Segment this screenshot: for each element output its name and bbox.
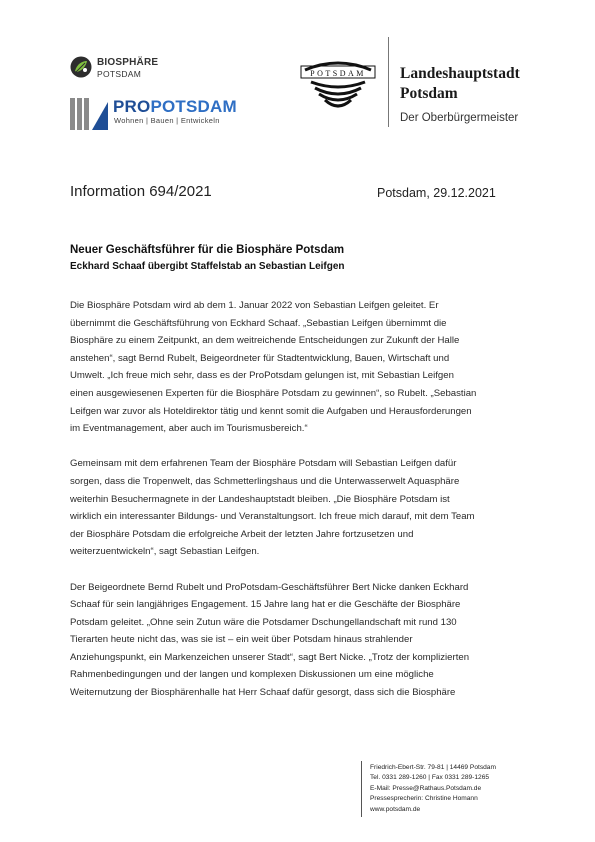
paragraph-line: sorgen, dass die Tropenwelt, das Schmetterlingshaus und die Unterwasserwelt Aquasphäre [70, 475, 460, 487]
paragraph-line: Schaaf für sein langjähriges Engagement. 15 Jahre lang hat er die Geschäfte der Biosphäre [70, 599, 461, 611]
biosphaere-logo-subtitle: POTSDAM [97, 69, 142, 79]
propotsdam-logo-rest: POTSDAM [150, 97, 237, 116]
footer-contact [370, 763, 496, 815]
paragraph-line: Tierarten heute nicht das, was sie ist – ein weit über Potsdam hinaus strahlender [70, 634, 413, 646]
footer-website: www.potsdam.de [370, 805, 421, 813]
city-seal-icon [297, 58, 379, 114]
paragraph-line: weiterhin Besuchermagnete in der Landeshauptstadt bleiben. „Die Biosphäre Potsdam ist [70, 493, 450, 505]
city-name-line1: Landeshauptstadt [400, 65, 520, 82]
city-name-line2: Potsdam [400, 85, 458, 102]
lizard-leaf-icon [70, 56, 92, 78]
paragraph-2 [70, 455, 530, 561]
paragraph-line: im Eventmanagement, aber auch im Tourismusbereich.“ [70, 423, 308, 435]
paragraph-line: Gemeinsam mit dem erfahrenen Team der Biosphäre Potsdam will Sebastian Leifgen dafür [70, 458, 457, 470]
footer-address: Friedrich-Ebert-Str. 79-81 | 14469 Potsdam [370, 764, 496, 771]
body-text [70, 297, 530, 719]
propotsdam-logo-tagline: Wohnen | Bauen | Entwickeln [114, 116, 220, 125]
propotsdam-logo-pro: PRO [113, 97, 151, 116]
footer-phone: Tel. 0331 289-1260 | Fax 0331 289-1265 [370, 774, 490, 782]
city-office: Der Oberbürgermeister [400, 112, 519, 124]
header-divider [388, 37, 389, 127]
paragraph-1 [70, 297, 530, 438]
headline: Neuer Geschäftsführer für die Biosphäre Potsdam [70, 244, 345, 256]
paragraph-line: Anziehungspunkt, ein Markenzeichen unserer Stadt“, sagt Bert Nicke. „Trotz der komplizierten [70, 651, 470, 663]
paragraph-line: anstehen“, sagt Bernd Rubelt, Beigeordneter für Stadtentwicklung, Bauen, Wirtschaft und [70, 352, 450, 364]
biosphaere-logo-name: BIOSPHÄRE [97, 57, 159, 68]
footer-email: E-Mail: Presse@Rathaus.Potsdam.de [370, 784, 482, 792]
city-name [400, 64, 520, 104]
paragraph-line: übernimmt die Geschäftsführung von Eckhard Schaaf. „Sebastian Leifgen übernimmt die [70, 317, 447, 329]
paragraph-line: Leifgen war zuvor als Hoteldirektor tätig und kennt somit die Aufgaben und Herausforderungen [70, 405, 472, 417]
paragraph-line: Biosphäre zu einem Zeitpunkt, an dem weitreichende Entscheidungen zur Zukunft der Halle [70, 335, 460, 347]
propotsdam-logo-name [113, 97, 237, 117]
paragraph-line: Die Biosphäre Potsdam wird ab dem 1. Januar 2022 von Sebastian Leifgen geleitet. Er [70, 300, 439, 311]
biosphaere-logo [70, 56, 190, 82]
paragraph-line: einen ausgewiesenen Experten für die Biosphäre Potsdam zu gewinnen“, so Rubelt. „Sebastian [70, 387, 477, 399]
paragraph-3 [70, 579, 530, 702]
propotsdam-logo [70, 98, 260, 130]
stripes-icon [70, 98, 108, 130]
paragraph-line: der Biosphäre Potsdam die erfolgreiche Arbeit der letzten Jahre fortzusetzen und [70, 528, 414, 540]
information-number: Information 694/2021 [70, 183, 212, 200]
paragraph-line: weiterzuentwickeln“, sagt Sebastian Leifgen. [70, 546, 260, 558]
paragraph-line: Weiternutzung der Biosphärenhalle hat Herr Schaaf dafür gesorgt, dass sich die Biosphäre [70, 687, 456, 699]
paragraph-line: Potsdam geleitet. „Ohne sein Zutun wäre die Potsdamer Dschungellandschaft mit rund 130 [70, 616, 457, 628]
paragraph-line: Umwelt. „Ich freue mich sehr, dass es der ProPotsdam gelungen ist, mit Sebastian Leifgen [70, 370, 454, 382]
information-date: Potsdam, 29.12.2021 [377, 186, 496, 200]
paragraph-line: Rahmenbedingungen und der langen und komplexen Diskussionen um eine mögliche [70, 669, 434, 681]
paragraph-line: wirklich ein interessanter Bildungs- und Veranstaltungsort. Ich freue mich darauf, mit dem Team [70, 511, 475, 523]
city-seal-text: POTSDAM [310, 69, 366, 78]
subheadline: Eckhard Schaaf übergibt Staffelstab an Sebastian Leifgen [70, 261, 345, 272]
paragraph-line: Der Beigeordnete Bernd Rubelt und ProPotsdam-Geschäftsführer Bert Nicke danken Eckhard [70, 581, 469, 593]
footer-divider [361, 761, 362, 817]
footer-spokesperson: Pressesprecherin: Christine Homann [370, 795, 478, 803]
